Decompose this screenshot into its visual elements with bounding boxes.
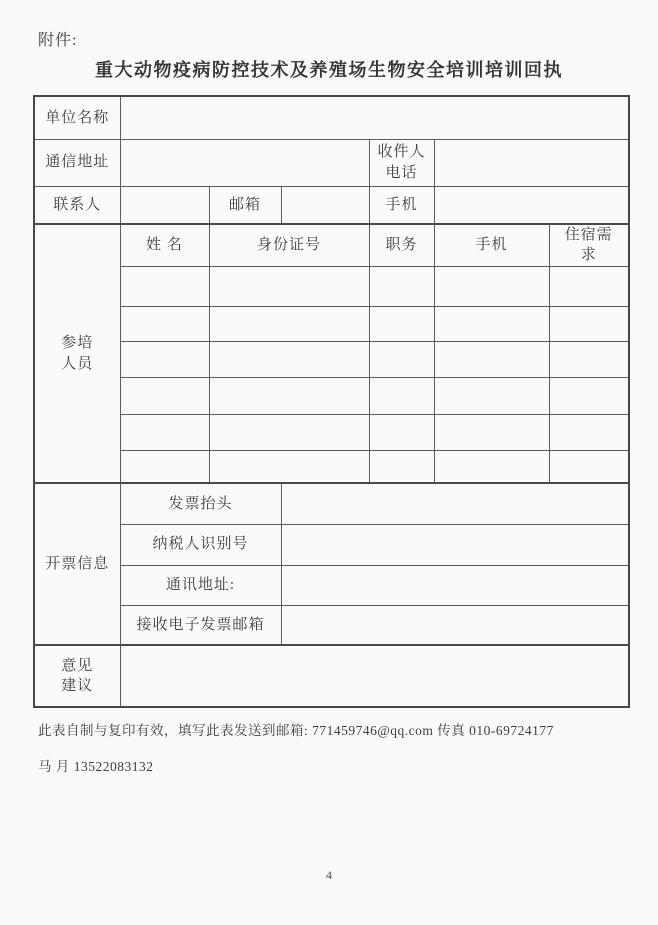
participants-label	[34, 224, 120, 483]
participant-id-cell	[209, 377, 369, 414]
participant-accommodation-cell	[549, 414, 629, 450]
unit-name-row	[34, 96, 629, 139]
col-header-name: 姓 名	[120, 224, 209, 266]
invoice-row	[34, 605, 629, 645]
recipient-phone-value-cell	[434, 139, 629, 186]
page-title: 重大动物疫病防控技术及养殖场生物安全培训培训回执	[95, 60, 563, 80]
col-header-accommodation-line1: 住宿需	[564, 227, 613, 243]
participant-mobile-cell	[434, 450, 549, 483]
registration-table	[33, 95, 630, 708]
participant-accommodation-cell	[549, 377, 629, 414]
participant-mobile-cell	[434, 341, 549, 377]
taxpayer-id-label: 纳税人识别号	[120, 524, 281, 565]
participant-id-cell	[209, 266, 369, 306]
contact-value-cell	[120, 186, 209, 224]
participant-accommodation-cell	[549, 266, 629, 306]
participant-name-cell	[120, 377, 209, 414]
recipient-phone-label	[369, 139, 434, 186]
attachment-label: 附件:	[38, 32, 78, 49]
invoice-row	[34, 524, 629, 565]
address-label: 通信地址	[34, 139, 120, 186]
col-header-accommodation-line2: 求	[580, 247, 597, 264]
recipient-phone-label-line1: 收件人	[377, 144, 426, 161]
col-header-position: 职务	[369, 224, 434, 266]
participant-row	[34, 266, 629, 306]
participant-position-cell	[369, 450, 434, 483]
comments-label-line1: 意见	[61, 657, 94, 674]
participant-id-cell	[209, 341, 369, 377]
invoice-email-value-cell	[281, 605, 629, 645]
mobile-label: 手机	[369, 186, 434, 224]
participant-row	[34, 341, 629, 377]
email-label: 邮箱	[209, 186, 281, 224]
invoice-title-label: 发票抬头	[120, 483, 281, 524]
comments-label-line2: 建议	[61, 678, 94, 694]
participants-label-line2: 人员	[61, 355, 94, 372]
invoice-address-value-cell	[281, 565, 629, 605]
col-header-mobile: 手机	[434, 224, 549, 266]
participant-row	[34, 377, 629, 414]
invoice-address-label: 通讯地址:	[120, 565, 281, 605]
participant-position-cell	[369, 266, 434, 306]
comments-label	[34, 645, 120, 707]
footer-contact: 马 月 13522083132	[38, 759, 154, 774]
page-number: 4	[326, 868, 332, 882]
participant-id-cell	[209, 306, 369, 341]
participant-mobile-cell	[434, 414, 549, 450]
footer-note: 此表自制与复印有效，填写此表发送到邮箱: 771459746@qq.com 传真 010-69724177	[38, 723, 554, 738]
participant-mobile-cell	[434, 377, 549, 414]
participant-mobile-cell	[434, 266, 549, 306]
participant-position-cell	[369, 306, 434, 341]
participant-row	[34, 414, 629, 450]
participant-name-cell	[120, 266, 209, 306]
contact-label: 联系人	[34, 186, 120, 224]
participant-name-cell	[120, 450, 209, 483]
invoice-email-label: 接收电子发票邮箱	[120, 605, 281, 645]
recipient-phone-label-line2: 电话	[385, 164, 418, 181]
col-header-accommodation	[549, 224, 629, 266]
email-value-cell	[281, 186, 369, 224]
address-row	[34, 139, 629, 186]
contact-row	[34, 186, 629, 224]
participant-position-cell	[369, 341, 434, 377]
col-header-id-number: 身份证号	[209, 224, 369, 266]
participant-accommodation-cell	[549, 306, 629, 341]
participant-name-cell	[120, 341, 209, 377]
mobile-value-cell	[434, 186, 629, 224]
comments-row	[34, 645, 629, 707]
participant-accommodation-cell	[549, 450, 629, 483]
unit-name-value-cell	[120, 96, 629, 139]
participants-header-row	[34, 224, 629, 266]
participant-id-cell	[209, 450, 369, 483]
address-value-cell	[120, 139, 369, 186]
invoice-title-value-cell	[281, 483, 629, 524]
invoice-label: 开票信息	[34, 483, 120, 645]
participant-mobile-cell	[434, 306, 549, 341]
comments-value-cell	[120, 645, 629, 707]
participant-name-cell	[120, 306, 209, 341]
invoice-row	[34, 483, 629, 524]
participant-row	[34, 306, 629, 341]
participant-position-cell	[369, 377, 434, 414]
participant-id-cell	[209, 414, 369, 450]
taxpayer-id-value-cell	[281, 524, 629, 565]
participants-label-line1: 参培	[61, 335, 94, 352]
participant-name-cell	[120, 414, 209, 450]
participant-position-cell	[369, 414, 434, 450]
participant-row	[34, 450, 629, 483]
invoice-row	[34, 565, 629, 605]
participant-accommodation-cell	[549, 341, 629, 377]
unit-name-label: 单位名称	[34, 96, 120, 139]
